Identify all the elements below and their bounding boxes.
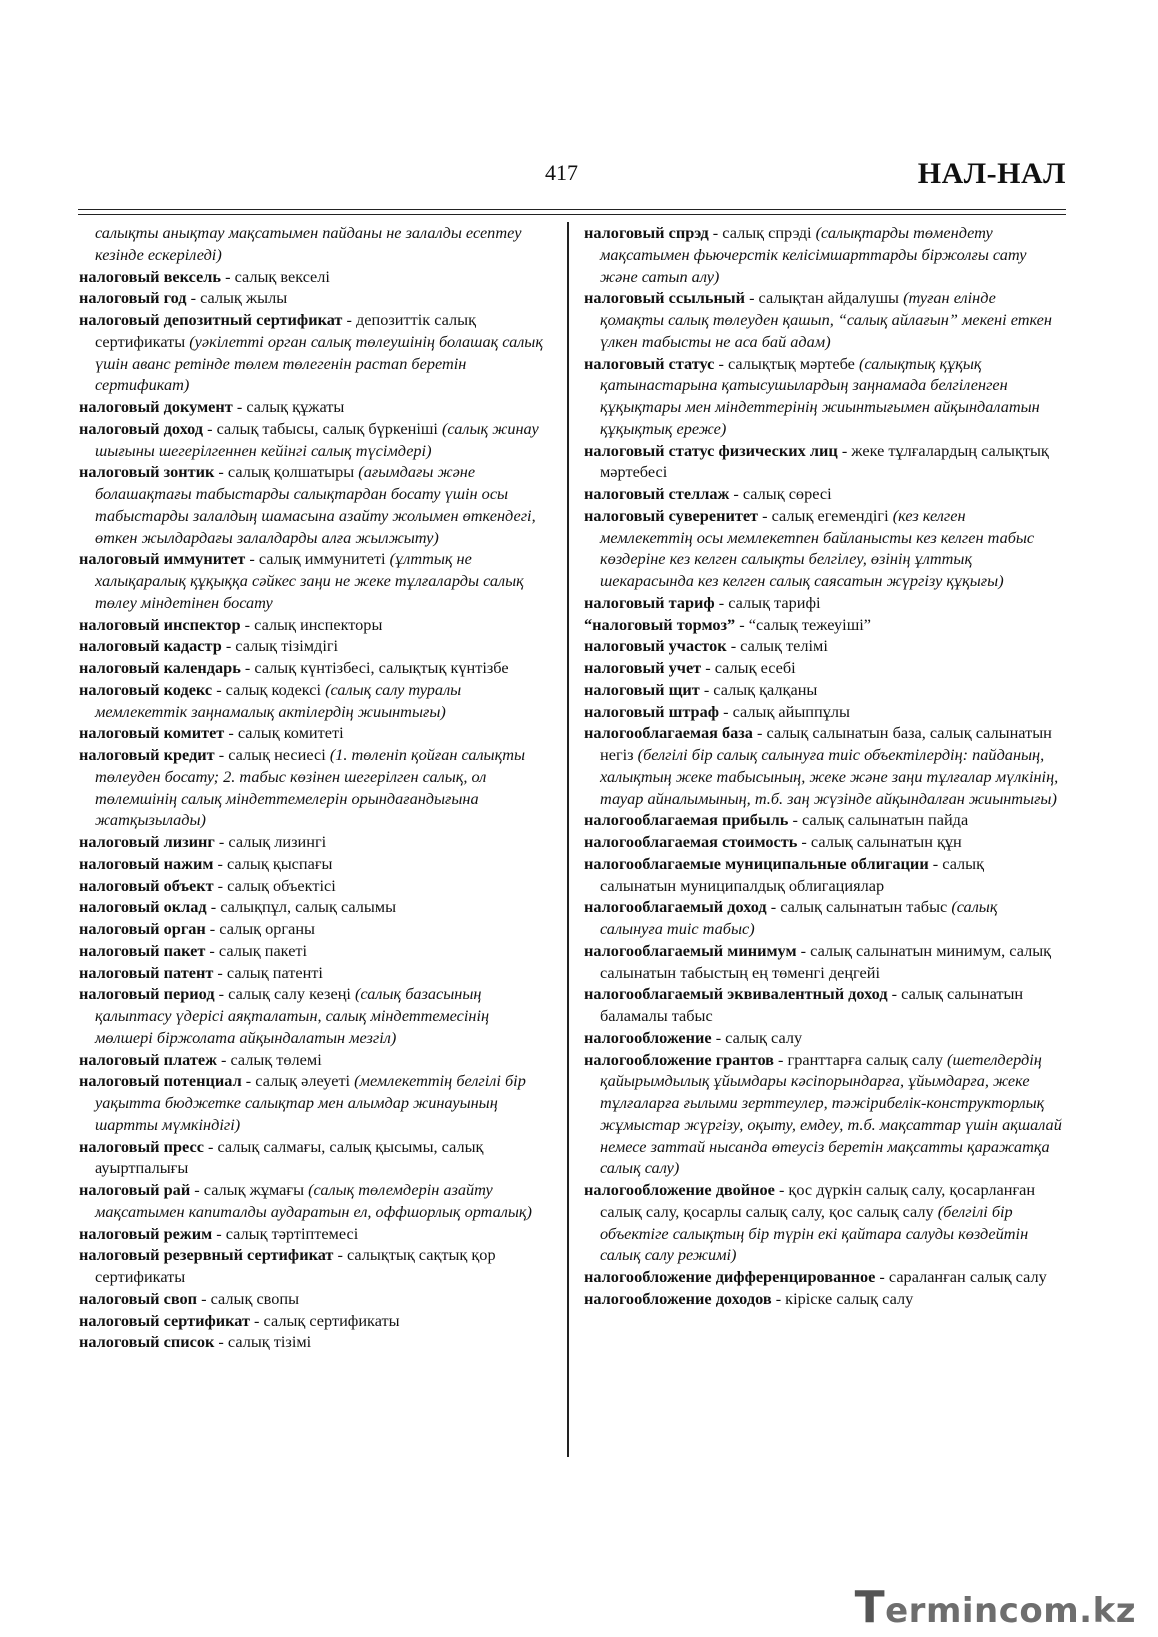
entry-gloss: (шетелдердің қайырымдылық ұйымдары кәсіпорындарға, ұйымдарға, жеке тұлғаларға ғылыми зерттеулер, тәжірибелік-конструкторлық жұмыстар жүргізу, оқыту, емдеу, т.б. мақсаттар үшін ақшалай немесе заттай нысанда өтеусіз беретін мақсатты қаражатқа салық салу) — [600, 1049, 1062, 1178]
entry-definition: - салық салынатын муниципалдық облигациялар — [600, 853, 985, 895]
watermark-logo — [855, 1582, 1136, 1633]
dictionary-entry — [584, 1049, 1062, 1180]
dictionary-entry — [584, 505, 1062, 592]
entry-gloss: (кез келген мемлекеттің осы мемлекетпен байланысты кез келген табыс көздеріне кез келген салықты белгілеу, өзінің ұлттық шекарасында кез келген салық саясатын жүргізу құқығы) — [600, 505, 1035, 590]
dictionary-entry — [584, 657, 1062, 679]
dictionary-entry — [584, 679, 1062, 701]
entry-definition: - салық құжаты — [232, 397, 345, 416]
watermark-text: ermincom.kz — [885, 1591, 1136, 1631]
dictionary-entry — [79, 679, 549, 723]
entry-definition: - салық объектісі — [213, 875, 336, 895]
entry-definition: - кіріске салық салу — [771, 1288, 914, 1308]
entry-term: налоговый иммунитет — [79, 549, 246, 569]
entry-term: налоговый вексель — [79, 266, 222, 286]
entry-term: налоговый пакет — [79, 940, 206, 960]
entry-term: налоговый документ — [79, 397, 233, 416]
dictionary-entry — [79, 722, 549, 744]
dictionary-entry — [584, 809, 1062, 831]
entry-term: налоговый кадастр — [79, 636, 222, 656]
entry-term: налоговый комитет — [79, 723, 225, 743]
entry-definition: - салық свопы — [197, 1288, 300, 1308]
entry-term: налоговый тариф — [584, 592, 715, 612]
dictionary-entry — [584, 287, 1062, 352]
page-number: 417 — [545, 160, 578, 185]
entry-definition: - салық спрэді — [708, 223, 816, 242]
entry-term: налоговый орган — [79, 919, 206, 938]
dictionary-entry — [79, 1179, 549, 1223]
dictionary-entry — [79, 1288, 549, 1310]
entry-gloss: (салық салынуға тиіс табыс) — [600, 897, 998, 938]
dictionary-entry — [79, 1223, 549, 1245]
entry-term: налоговый нажим — [79, 853, 214, 873]
dictionary-entry — [79, 222, 549, 266]
entry-definition: - салық салынатын құн — [797, 832, 962, 851]
entry-definition: - салық пакеті — [205, 940, 308, 960]
entry-gloss: салықты анықтау мақсатымен пайданы не залалды есептеу кезінде ескеріледі) — [95, 223, 522, 264]
dictionary-entry — [584, 940, 1062, 984]
entry-definition: - сараланған салық салу — [875, 1267, 1047, 1286]
entry-definition: - салық қалқаны — [699, 679, 818, 699]
entry-definition: - салық органы — [205, 919, 315, 938]
entry-term: налогообложение двойное — [584, 1180, 775, 1199]
dictionary-entry — [584, 983, 1062, 1027]
dictionary-entry — [79, 396, 549, 418]
entry-term: налоговый депозитный сертификат — [79, 310, 343, 329]
entry-gloss: (салықтарды төмендету мақсатымен фьючерстік келісімшарттарды біржолғы сату және сатып алу) — [600, 223, 1027, 286]
entry-term: налоговый платеж — [79, 1049, 217, 1069]
dictionary-entry — [79, 1136, 549, 1180]
dictionary-entry — [584, 440, 1062, 484]
entry-term: налогообложение доходов — [584, 1288, 772, 1308]
dictionary-entry — [79, 287, 549, 309]
entry-term: налогооблагаемый доход — [584, 897, 767, 917]
entry-term: налогооблагаемая прибыль — [584, 810, 789, 830]
dictionary-entry — [79, 831, 549, 853]
dictionary-entry — [79, 962, 549, 984]
entry-term: налоговый рай — [79, 1180, 191, 1199]
dictionary-entry — [584, 353, 1062, 440]
entry-term: налоговый лизинг — [79, 832, 215, 851]
entry-term: налоговый штраф — [584, 701, 720, 721]
dictionary-entry — [79, 657, 549, 679]
entry-definition: - салық егемендігі — [758, 505, 893, 525]
entry-term: налогооблагаемые муниципальные облигации — [584, 853, 929, 873]
entry-definition: - салық айыппұлы — [719, 701, 850, 721]
entry-term: налоговый оклад — [79, 897, 207, 917]
dictionary-entry — [584, 896, 1062, 940]
dictionary-entry — [79, 918, 549, 940]
dictionary-entry — [584, 483, 1062, 505]
entry-definition: - салық күнтізбесі, салықтық күнтізбе — [240, 658, 509, 677]
entry-term: налоговый год — [79, 288, 187, 308]
entry-definition: - салық салынатын минимум, салық салынатын табыстың ең төменгі деңгейі — [600, 940, 1052, 982]
entry-term: налоговый кодекс — [79, 679, 213, 699]
entry-definition: - салық салу — [711, 1027, 803, 1047]
entry-definition: - салық жылы — [186, 288, 288, 308]
dictionary-entry — [584, 614, 1062, 636]
dictionary-entry — [79, 853, 549, 875]
entry-gloss: (1. төленіп қойған салықты төлеуден босату; 2. табыс көзінен шегерілген салық, ол төлемшінің салық міндеттемелерін орындағандығына жатқызылады) — [95, 745, 525, 830]
dictionary-entry — [79, 1244, 549, 1288]
entry-gloss: (салықтық құқық қатынастарына қатысушылардың заңнамада белгіленген құқықтары мен міндеттерінің жиынтығымен айқындалатын құқықтық ереже) — [600, 353, 1040, 438]
dictionary-entry — [584, 722, 1062, 809]
column-divider — [567, 222, 569, 1457]
entry-definition: - салық тізімдігі — [221, 636, 339, 656]
entry-gloss: (салық салу туралы мемлекеттік заңнамалық актілердің жиынтығы) — [95, 679, 462, 721]
dictionary-entry — [584, 1266, 1062, 1288]
entry-term: налогооблагаемая база — [584, 723, 753, 743]
entry-term: налоговый сертификат — [79, 1310, 250, 1330]
entry-definition: - салық есебі — [701, 658, 796, 677]
entry-term: налоговый инспектор — [79, 614, 241, 634]
entry-definition: - салық төлемі — [216, 1049, 322, 1069]
dictionary-entry — [584, 701, 1062, 723]
entry-term: налогообложение дифференцированное — [584, 1267, 876, 1286]
entry-definition: - салық тарифі — [714, 592, 821, 612]
entry-term: налогооблагаемый минимум — [584, 940, 797, 960]
header-rule-top — [78, 209, 1066, 210]
dictionary-entry — [79, 266, 549, 288]
entry-term: налоговый статус физических лиц — [584, 440, 838, 460]
entry-definition: - салық несиесі — [214, 745, 330, 764]
entry-term: налоговый кредит — [79, 745, 215, 764]
entry-definition: - депозиттік салық сертификаты — [95, 310, 477, 351]
entry-term: налогооблагаемый эквивалентный доход — [584, 984, 888, 1004]
dictionary-entry — [584, 1027, 1062, 1049]
dictionary-entry — [79, 940, 549, 962]
entry-definition: - салық кодексі — [212, 679, 326, 699]
entry-term: налоговый статус — [584, 353, 715, 373]
watermark-lead: T — [854, 1582, 886, 1633]
entry-term: налоговый участок — [584, 636, 727, 656]
entry-gloss: (белгілі бір салық салынуға тиіс объектілердің: пайданың, халықтың жеке табысының, жеке және заңи тұлғалар мүлкінің, тауар айналымының, т.б. заң жүзінде айқындалған жиынтығы) — [600, 745, 1059, 808]
entry-definition: - салық телімі — [726, 636, 828, 656]
entry-term: налоговый спрэд — [584, 223, 709, 242]
entry-term: налоговый календарь — [79, 658, 241, 677]
right-column — [584, 222, 1062, 1310]
entry-term: налоговый щит — [584, 679, 700, 699]
entry-definition: - салық иммунитеті — [245, 549, 390, 569]
entry-term: налоговый доход — [79, 418, 204, 438]
entry-term: налоговый список — [79, 1332, 215, 1352]
entry-gloss: (туған елінде қомақты салық төлеуден қашып, “салық айлағын” мекені еткен үлкен табысты не аса бай адам) — [600, 288, 1052, 351]
entry-definition: - салық вексeлі — [221, 266, 330, 286]
dictionary-entry — [584, 831, 1062, 853]
entry-definition: - салық тізімі — [214, 1332, 312, 1352]
entry-gloss: (мемлекеттің белгілі бір уақытта бюджетке салықтар мен алымдар жинауының шартты мүмкіндігі) — [95, 1071, 526, 1134]
entry-term: налоговый учет — [584, 658, 702, 677]
entry-definition: - жеке тұлғалардың салықтық мәртебесі — [600, 440, 1049, 482]
entry-term: налогооблагаемая стоимость — [584, 832, 798, 851]
dictionary-entry — [584, 1179, 1062, 1266]
entry-term: налоговый ссыльный — [584, 288, 745, 308]
entry-definition: - гранттарға салық салу — [773, 1049, 948, 1069]
dictionary-entry — [79, 1049, 549, 1071]
entry-definition: - салық сөресі — [729, 484, 832, 503]
dictionary-entry — [79, 548, 549, 613]
entry-term: налоговый объект — [79, 875, 214, 895]
dictionary-entry — [584, 222, 1062, 287]
dictionary-entry — [584, 592, 1062, 614]
entry-term: налогообложение — [584, 1027, 712, 1047]
entry-definition: - салық салынатын база, салық салынатын негіз — [600, 723, 1052, 764]
dictionary-entry — [79, 614, 549, 636]
left-column — [79, 222, 549, 1353]
entry-definition: - салық салынатын табыс — [766, 897, 952, 917]
entry-term: “налоговый тормоз” — [584, 614, 736, 634]
entry-definition: - салық сертификаты — [249, 1310, 400, 1330]
entry-definition: - салық қолшатыры — [214, 462, 359, 482]
entry-definition: - салық әлеуеті — [241, 1071, 355, 1091]
entry-definition: - салық тәртіптемесі — [212, 1223, 359, 1243]
dictionary-entry — [584, 853, 1062, 897]
dictionary-entry — [79, 896, 549, 918]
entry-gloss: (салық жинау шығыны шегерілгеннен кейінгі салық түсімдері) — [95, 418, 539, 460]
entry-term: налоговый своп — [79, 1288, 198, 1308]
entry-term: налогообложение грантов — [584, 1049, 774, 1069]
entry-definition: - салық табысы, салық бүркеніші — [203, 418, 443, 438]
dictionary-entry — [79, 875, 549, 897]
entry-definition: - “салық тежеуіші” — [735, 614, 871, 634]
entry-gloss: (салық базасының қалыптасу үдерісі аяқталатын, салық міндеттемесінің мөлшері біржолата айқындалатын мезгіл) — [95, 984, 490, 1047]
dictionary-entry — [79, 461, 549, 548]
entry-definition: - салықпұл, салық салымы — [206, 897, 397, 917]
entry-term: налоговый патент — [79, 962, 214, 982]
entry-definition: - салық салынатын баламалы табыс — [600, 984, 1024, 1025]
entry-term: налоговый зонтик — [79, 462, 215, 482]
dictionary-entry — [79, 983, 549, 1048]
entry-gloss: (уәкілетті орган салық төлеушінің болашақ салық үшін аванс ретінде төлем төлегенін растап беретін сертификат) — [95, 331, 543, 395]
entry-term: налоговый режим — [79, 1223, 213, 1243]
dictionary-entry — [79, 1070, 549, 1135]
dictionary-entry — [584, 635, 1062, 657]
dictionary-entry — [79, 309, 549, 396]
entry-definition: - салық салу кезеңі — [214, 984, 356, 1004]
dictionary-entry — [79, 1331, 549, 1353]
dictionary-entry — [584, 1288, 1062, 1310]
entry-definition: - салықтан айдалушы — [745, 288, 904, 308]
dictionary-entry — [79, 635, 549, 657]
entry-definition: - салық инспекторы — [240, 614, 383, 634]
entry-definition: - салық патенті — [213, 962, 323, 982]
header-rule-bottom — [78, 214, 1066, 215]
entry-term: налоговый пресс — [79, 1136, 204, 1156]
entry-term: налоговый потенциал — [79, 1071, 242, 1091]
entry-definition: - салықтық мәртебе — [714, 353, 859, 373]
entry-gloss: (ағымдағы және болашақтағы табыстарды салықтардан босату үшін осы табыстарды залалдың шамасына азайту жолымен өткендегі, өткен жылдардағы залалдарды алға жылжыту) — [95, 462, 536, 547]
entry-definition: - салық салмағы, салық қысымы, салық ауыртпалығы — [95, 1136, 484, 1178]
entry-definition: - қос дүркін салық салу, қосарланған салық салу, қосарлы салық салу, қос салық салу — [600, 1180, 1036, 1221]
entry-definition: - салықтық сақтық қор сертификаты — [95, 1245, 496, 1286]
entry-definition: - салық жұмағы — [190, 1180, 309, 1199]
entry-definition: - салық лизингі — [214, 832, 327, 851]
dictionary-entry — [79, 418, 549, 462]
entry-term: налоговый резервный сертификат — [79, 1245, 334, 1265]
entry-gloss: (салық төлемдерін азайту мақсатымен капиталды аударатын ел, оффшорлық орталық) — [95, 1180, 532, 1221]
page-heading: НАЛ-НАЛ — [917, 157, 1066, 190]
entry-term: налоговый стеллаж — [584, 484, 730, 503]
entry-term: налоговый суверенитет — [584, 505, 759, 525]
dictionary-entry — [79, 1310, 549, 1332]
entry-definition: - салық қыспағы — [213, 853, 333, 873]
entry-gloss: (ұлттық не халықаралық құқыққа сәйкес заңи не жеке тұлғаларды салық төлеу міндетінен босату — [95, 549, 524, 612]
entry-term: налоговый период — [79, 984, 215, 1004]
entry-definition: - салық комитеті — [224, 723, 344, 743]
entry-gloss: (белгілі бір объектіге салықтың бір түрін екі қайтара салуды көздейтін салық салу режимі) — [600, 1201, 1029, 1265]
dictionary-entry — [79, 744, 549, 831]
entry-definition: - салық салынатын пайда — [788, 810, 969, 830]
